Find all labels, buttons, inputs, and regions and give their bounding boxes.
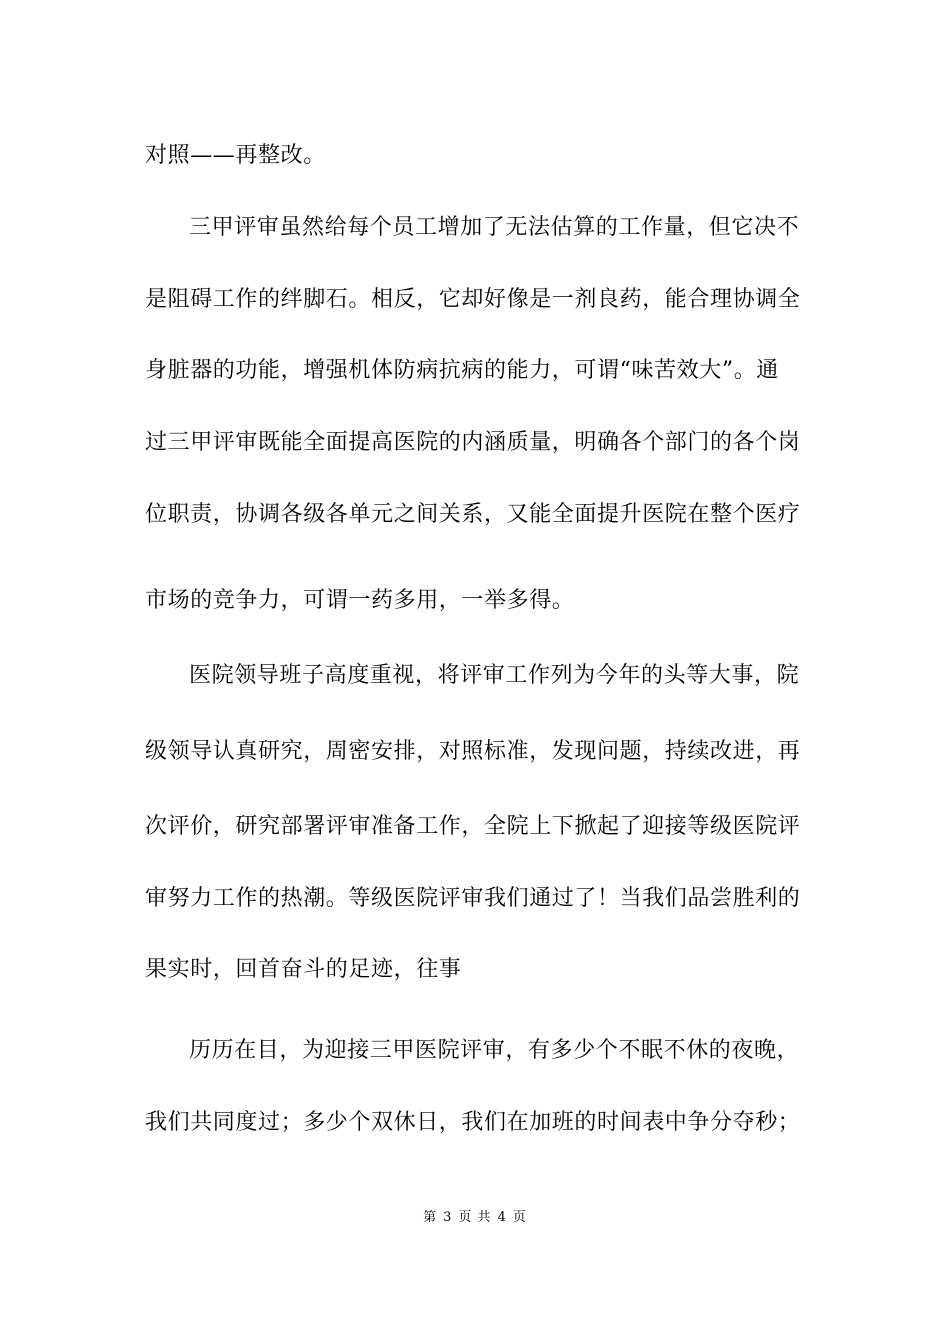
paragraph-line: 过三甲评审既能全面提高医院的内涵质量，明确各个部门的各个岗 <box>145 430 801 455</box>
paragraph-line: 是阻碍工作的绊脚石。相反，它却好像是一剂良药，能合理协调全 <box>145 287 801 312</box>
paragraph-line: 我们共同度过；多少个双休日，我们在加班的时间表中争分夺秒； <box>145 1110 801 1135</box>
paragraph-line: 三甲评审虽然给每个员工增加了无法估算的工作量，但它决不 <box>189 215 800 240</box>
paragraph-line: 级领导认真研究，周密安排，对照标准，发现问题，持续改进，再 <box>145 739 801 764</box>
page-footer <box>0 1209 950 1227</box>
paragraph-line: 次评价，研究部署评审准备工作，全院上下掀起了迎接等级医院评 <box>145 814 801 839</box>
paragraph-line: 果实时，回首奋斗的足迹，往事 <box>145 957 462 982</box>
paragraph-line: 历历在目，为迎接三甲医院评审，有多少个不眠不休的夜晚， <box>189 1038 800 1063</box>
total-pages-number: 4 <box>497 1210 507 1225</box>
paragraph-line: 审努力工作的热潮。等级医院评审我们通过了！当我们品尝胜利的 <box>145 886 801 911</box>
current-page-number: 3 <box>443 1210 453 1225</box>
paragraph-line: 对照——再整改。 <box>145 143 326 168</box>
footer-suffix: 页 <box>512 1210 527 1225</box>
paragraph-line: 医院领导班子高度重视，将评审工作列为今年的头等大事，院 <box>189 663 800 688</box>
footer-prefix: 第 <box>423 1210 438 1225</box>
paragraph-line: 位职责，协调各级各单元之间关系，又能全面提升医院在整个医疗 <box>145 502 801 527</box>
footer-middle: 页 共 <box>458 1210 492 1225</box>
paragraph-line: 身脏器的功能，增强机体防病抗病的能力，可谓“味苦效大”。通 <box>145 358 779 383</box>
paragraph-line: 市场的竞争力，可谓一药多用，一举多得。 <box>145 588 575 613</box>
